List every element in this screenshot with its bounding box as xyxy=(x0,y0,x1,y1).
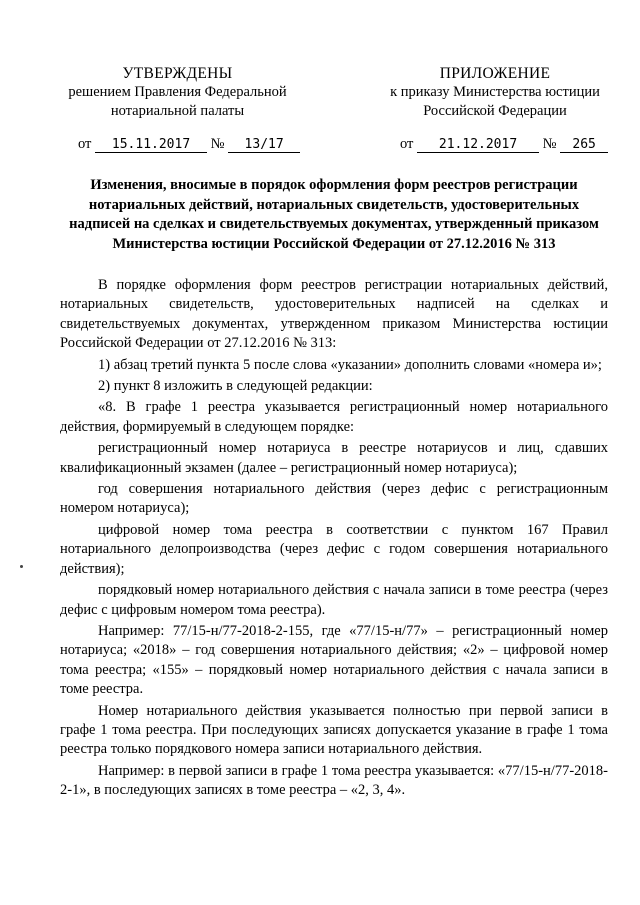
paragraph: год совершения нотариального действия (через дефис с регистрационным номером нотариуса); xyxy=(60,481,608,517)
paragraph: В порядке оформления форм реестров регистрации нотариальных действий, нотариальных свидетельств, удостоверительных надписей на сделках и свидетельствуемых документах, утвержденном приказом Министерства юстиции Российской Федерации от 27.12.2016 № 313: xyxy=(60,277,608,352)
paragraph: регистрационный номер нотариуса в реестре нотариусов и лиц, сдавших квалификационный экзамен (далее – регистрационный номер нотариуса); xyxy=(60,440,608,476)
approved-line2: нотариальной палаты xyxy=(110,103,245,119)
appendix-number: 265 xyxy=(560,137,608,153)
paragraph: 2) пункт 8 изложить в следующей редакции: xyxy=(98,378,373,395)
appendix-num-label: № xyxy=(542,136,557,152)
paragraph: Например: 77/15-н/77-2018-2-155, где «77/15-н/77» – регистрационный номер нотариуса; «2018» – год совершения нотариального действия; «2» – цифровой номер тома реестра; «155» – порядковый номер нотариального действия с начала записи в томе реестра. xyxy=(60,622,608,698)
approved-num-label: № xyxy=(210,136,225,152)
scan-speck xyxy=(20,565,23,568)
approved-number: 13/17 xyxy=(228,137,300,153)
paragraph: порядковый номер нотариального действия с начала записи в томе реестра (через дефис с цифровым номером тома реестра). xyxy=(60,582,608,618)
document-body xyxy=(60,276,608,801)
paragraph: цифровой номер тома реестра в соответствии с пунктом 167 Правил нотариального делопроизводства (через дефис с годом совершения нотариального действия); xyxy=(60,521,608,577)
paragraph: Номер нотариального действия указывается полностью при первой записи в графе 1 тома реестра. При последующих записях допускается указание в графе 1 тома реестра только порядкового номера записи нотариального действия. xyxy=(60,702,608,758)
appendix-caption: ПРИЛОЖЕНИЕ xyxy=(439,65,551,82)
approved-line1: решением Правления Федеральной xyxy=(68,84,287,100)
approved-from-label: от xyxy=(78,136,92,152)
approved-registration xyxy=(78,136,300,153)
appendix-line1: к приказу Министерства юстиции xyxy=(390,84,600,100)
paragraph: 1) абзац третий пункта 5 после слова «указании» дополнить словами «номера и»; xyxy=(98,356,602,373)
approved-block xyxy=(60,64,295,121)
appendix-line2: Российской Федерации xyxy=(423,103,567,119)
appendix-from-label: от xyxy=(400,136,414,152)
appendix-block xyxy=(375,64,615,121)
appendix-registration xyxy=(400,136,608,153)
approved-date: 15.11.2017 xyxy=(95,137,207,153)
approved-caption: УТВЕРЖДЕНЫ xyxy=(122,65,233,82)
appendix-date: 21.12.2017 xyxy=(417,137,539,153)
paragraph: «8. В графе 1 реестра указывается регистрационный номер нотариального действия, формируемый в следующем порядке: xyxy=(60,399,608,435)
paragraph: Например: в первой записи в графе 1 тома реестра указывается: «77/15-н/77-2018-2-1», в последующих записях в томе реестра – «2, 3, 4». xyxy=(60,762,608,799)
document-title: Изменения, вносимые в порядок оформления форм реестров регистрации нотариальных действий, нотариальных свидетельств, удостоверительных надписей на сделках и свидетельствуемых документах, утвержденный приказом Министерства юстиции Российской Федерации от 27.12.2016 № 313 xyxy=(69,177,599,252)
